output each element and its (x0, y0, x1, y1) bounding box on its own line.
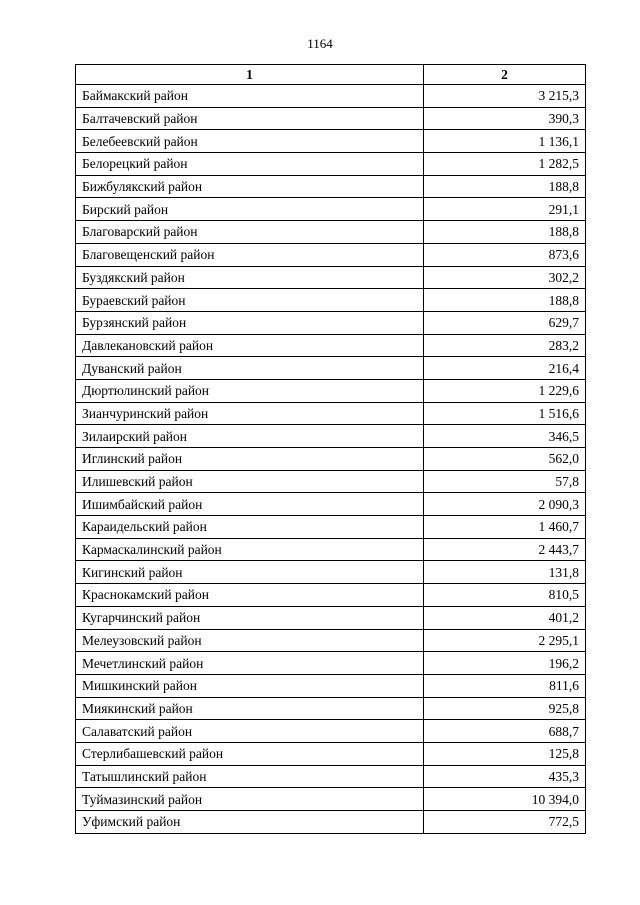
amount-cell: 188,8 (424, 289, 586, 312)
district-name-cell: Бураевский район (76, 289, 424, 312)
amount-cell: 125,8 (424, 742, 586, 765)
district-name-cell: Миякинский район (76, 697, 424, 720)
table-row (76, 720, 586, 743)
amount-cell: 401,2 (424, 606, 586, 629)
district-name-cell: Баймакский район (76, 85, 424, 108)
district-name-cell: Зианчуринский район (76, 402, 424, 425)
district-name-cell: Кигинский район (76, 561, 424, 584)
district-name-cell: Дюртюлинский район (76, 379, 424, 402)
district-name-cell: Татышлинский район (76, 765, 424, 788)
table-row (76, 198, 586, 221)
amount-cell: 629,7 (424, 311, 586, 334)
district-name-cell: Кугарчинский район (76, 606, 424, 629)
table-row (76, 516, 586, 539)
table-row (76, 175, 586, 198)
table-row (76, 561, 586, 584)
amount-cell: 810,5 (424, 584, 586, 607)
table-body (76, 85, 586, 834)
amount-cell: 1 282,5 (424, 153, 586, 176)
column-header-2: 2 (424, 65, 586, 85)
amount-cell: 3 215,3 (424, 85, 586, 108)
district-name-cell: Белорецкий район (76, 153, 424, 176)
amount-cell: 1 460,7 (424, 516, 586, 539)
table-row (76, 788, 586, 811)
table-row (76, 130, 586, 153)
district-name-cell: Уфимский район (76, 811, 424, 834)
amount-cell: 346,5 (424, 425, 586, 448)
district-name-cell: Белебеевский район (76, 130, 424, 153)
amount-cell: 57,8 (424, 470, 586, 493)
amount-cell: 2 295,1 (424, 629, 586, 652)
district-name-cell: Илишевский район (76, 470, 424, 493)
district-name-cell: Караидельский район (76, 516, 424, 539)
district-name-cell: Бурзянский район (76, 311, 424, 334)
table-row (76, 289, 586, 312)
table-row (76, 606, 586, 629)
table-row (76, 221, 586, 244)
amount-cell: 283,2 (424, 334, 586, 357)
amount-cell: 10 394,0 (424, 788, 586, 811)
amount-cell: 688,7 (424, 720, 586, 743)
table-row (76, 425, 586, 448)
column-header-1: 1 (76, 65, 424, 85)
amount-cell: 2 443,7 (424, 538, 586, 561)
district-name-cell: Балтачевский район (76, 107, 424, 130)
table-row (76, 153, 586, 176)
district-name-cell: Дуванский район (76, 357, 424, 380)
district-name-cell: Бирский район (76, 198, 424, 221)
amount-cell: 291,1 (424, 198, 586, 221)
table-row (76, 652, 586, 675)
amount-cell: 1 229,6 (424, 379, 586, 402)
amount-cell: 1 516,6 (424, 402, 586, 425)
district-name-cell: Бижбулякский район (76, 175, 424, 198)
table-row (76, 243, 586, 266)
table-row (76, 765, 586, 788)
district-name-cell: Стерлибашевский район (76, 742, 424, 765)
district-name-cell: Краснокамский район (76, 584, 424, 607)
district-name-cell: Зилаирский район (76, 425, 424, 448)
amount-cell: 1 136,1 (424, 130, 586, 153)
district-name-cell: Благоварский район (76, 221, 424, 244)
amount-cell: 188,8 (424, 221, 586, 244)
amount-cell: 216,4 (424, 357, 586, 380)
district-name-cell: Буздякский район (76, 266, 424, 289)
amount-cell: 562,0 (424, 448, 586, 471)
amount-cell: 873,6 (424, 243, 586, 266)
district-name-cell: Салаватский район (76, 720, 424, 743)
amount-cell: 390,3 (424, 107, 586, 130)
district-name-cell: Туймазинский район (76, 788, 424, 811)
district-name-cell: Мечетлинский район (76, 652, 424, 675)
table-row (76, 629, 586, 652)
district-name-cell: Мишкинский район (76, 674, 424, 697)
table-row (76, 674, 586, 697)
amount-cell: 811,6 (424, 674, 586, 697)
district-name-cell: Иглинский район (76, 448, 424, 471)
amount-cell: 925,8 (424, 697, 586, 720)
amount-cell: 196,2 (424, 652, 586, 675)
amount-cell: 302,2 (424, 266, 586, 289)
table-row (76, 107, 586, 130)
district-name-cell: Мелеузовский район (76, 629, 424, 652)
amount-cell: 435,3 (424, 765, 586, 788)
table-row (76, 85, 586, 108)
table-row (76, 584, 586, 607)
table-row (76, 334, 586, 357)
table-row (76, 402, 586, 425)
table-row (76, 311, 586, 334)
table-row (76, 379, 586, 402)
table-row (76, 742, 586, 765)
district-name-cell: Кармаскалинский район (76, 538, 424, 561)
district-table (75, 64, 586, 834)
table-row (76, 493, 586, 516)
table-row (76, 266, 586, 289)
page-number: 1164 (307, 36, 333, 51)
table-row (76, 448, 586, 471)
district-name-cell: Благовещенский район (76, 243, 424, 266)
district-name-cell: Ишимбайский район (76, 493, 424, 516)
amount-cell: 2 090,3 (424, 493, 586, 516)
table-header-row (76, 65, 586, 85)
district-name-cell: Давлекановский район (76, 334, 424, 357)
amount-cell: 131,8 (424, 561, 586, 584)
table-row (76, 470, 586, 493)
amount-cell: 188,8 (424, 175, 586, 198)
amount-cell: 772,5 (424, 811, 586, 834)
table-row (76, 357, 586, 380)
table-row (76, 697, 586, 720)
table-row (76, 811, 586, 834)
table-row (76, 538, 586, 561)
